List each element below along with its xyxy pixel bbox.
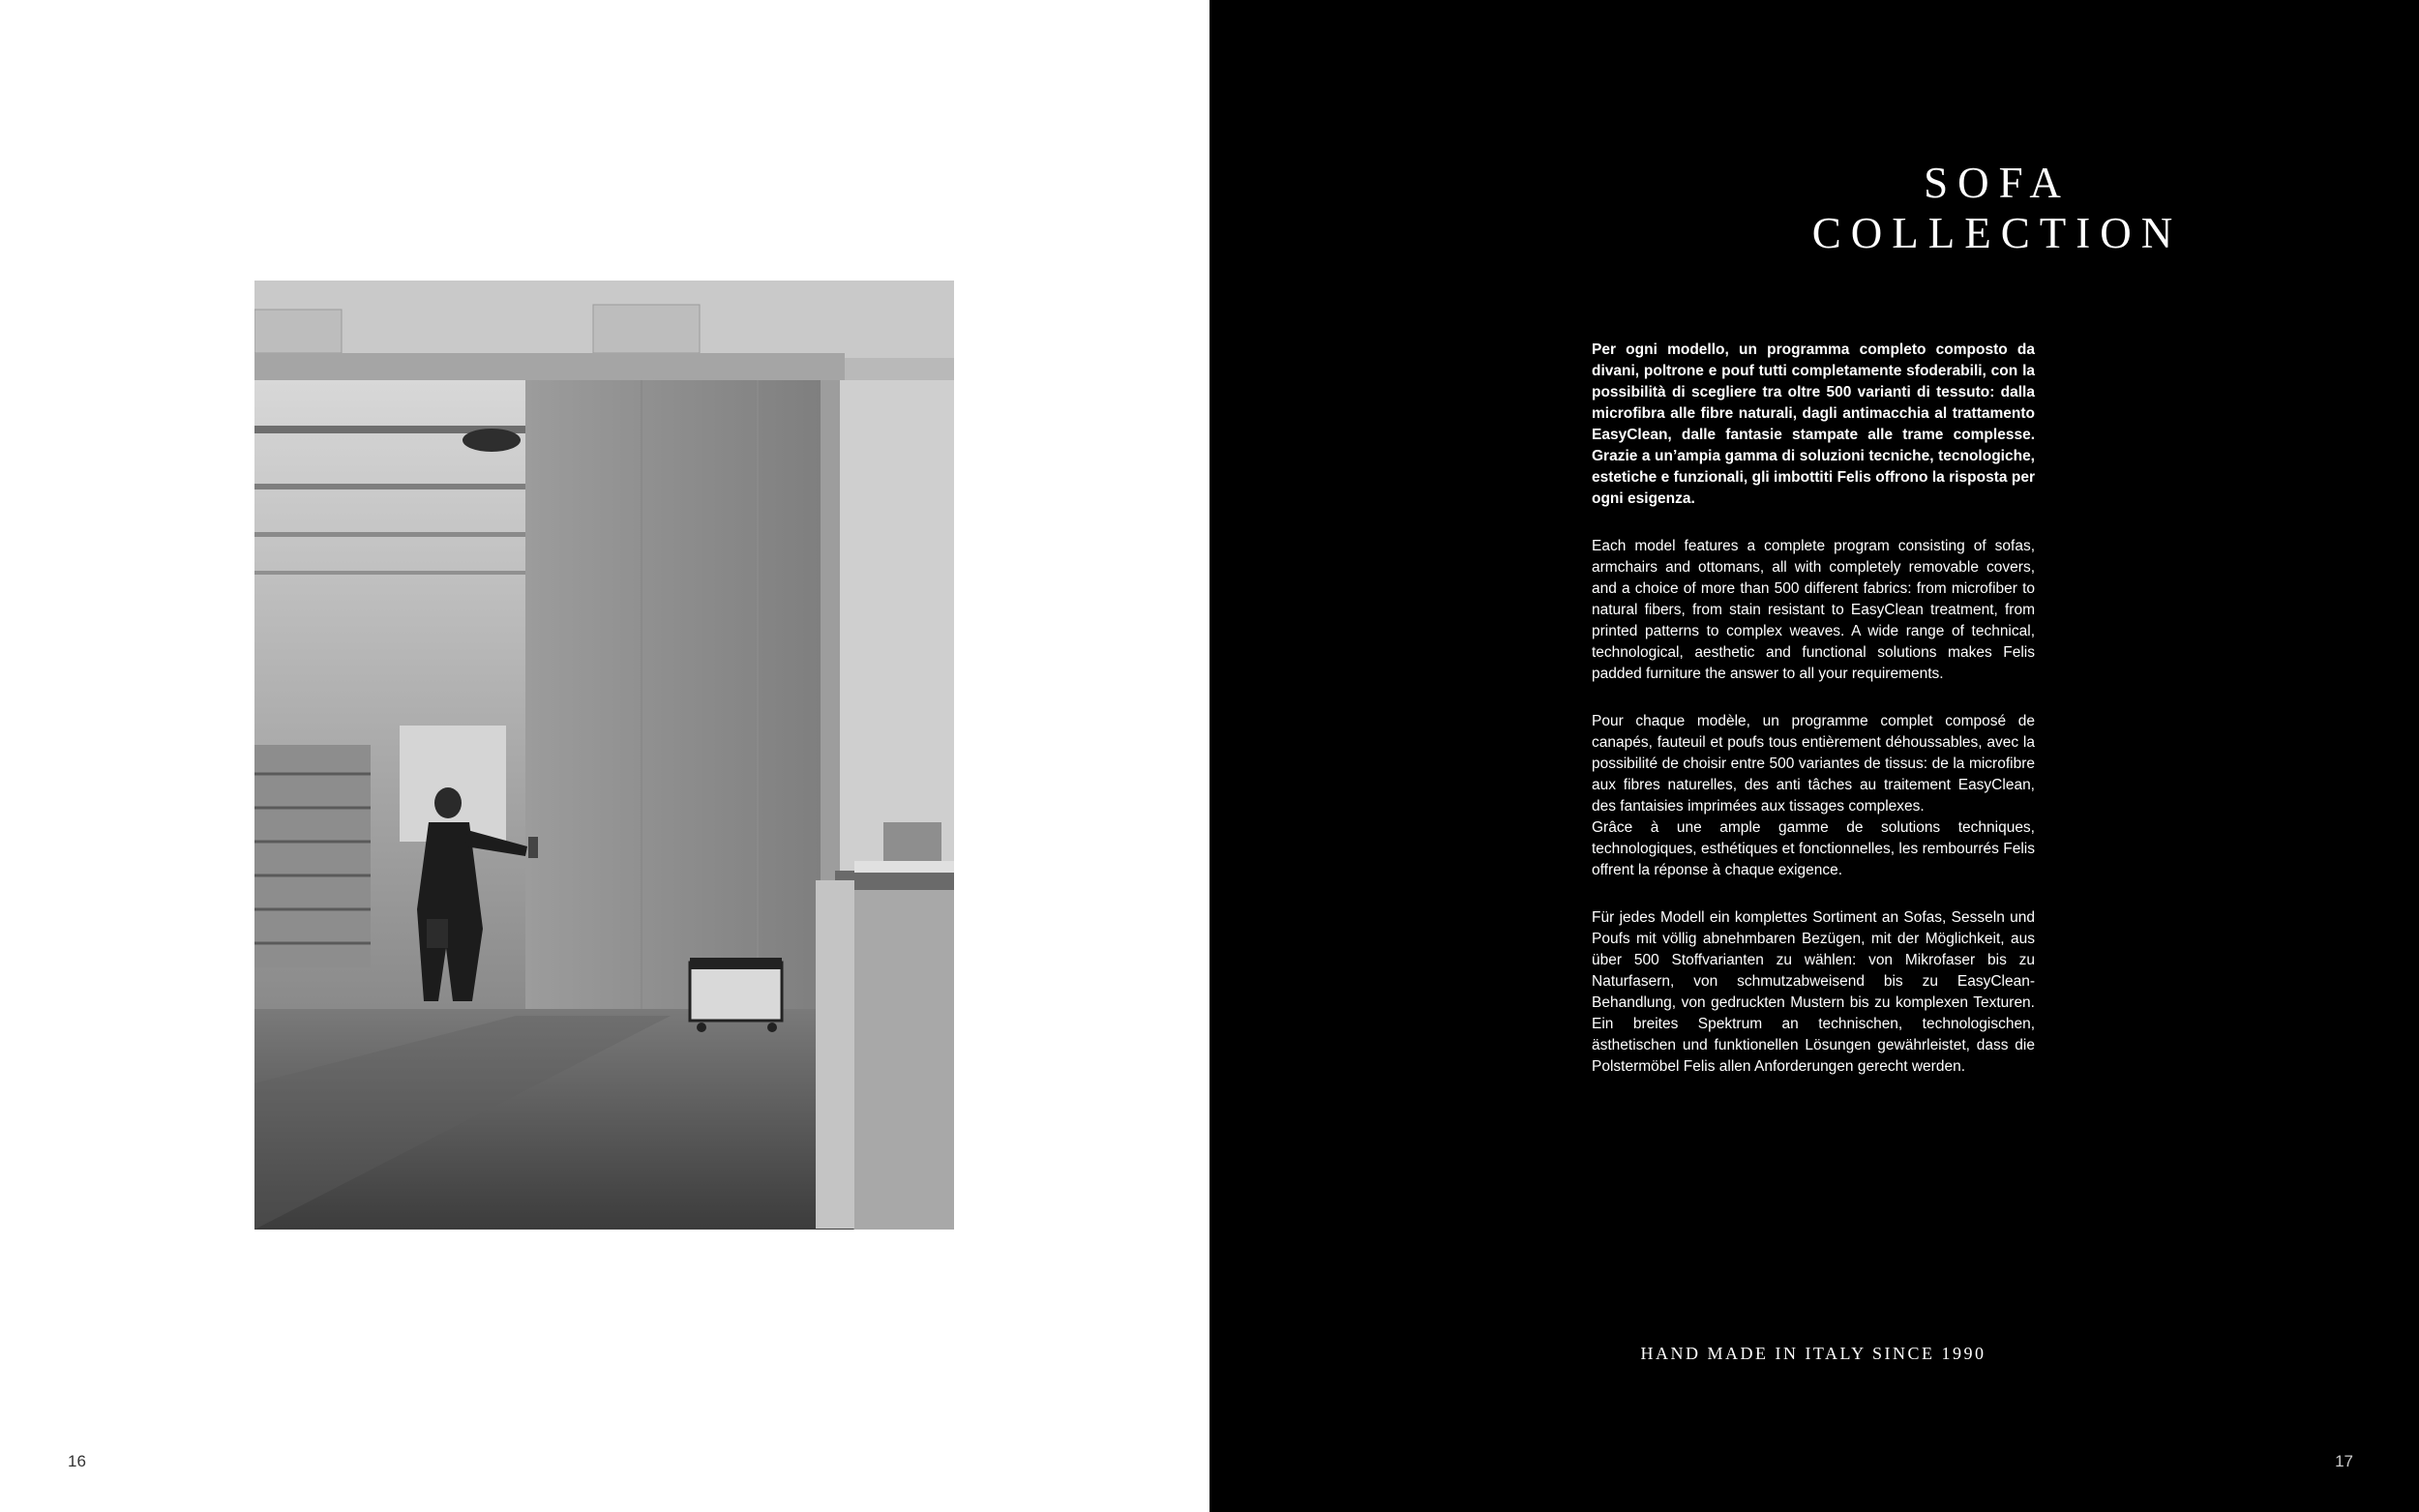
collection-title <box>1210 158 2419 258</box>
description-column <box>1592 340 2035 1104</box>
paragraph-french <box>1592 711 2035 881</box>
paragraph-italian: Per ogni modello, un programma completo composto da divani, poltrone e pouf tutti completamente sfoderabili, con la possibilità di scegliere tra oltre 500 varianti di tessuto: dalla microfibra alle fibre naturali, dagli antimacchia al trattamento EasyClean, dalle fantasie stampate alle trame complesse. Grazie a un’ampia gamma di soluzioni tecniche, tecnologiche, estetiche e funzionali, gli imbottiti Felis offrono la risposta per ogni esigenza. <box>1592 341 2035 507</box>
factory-photo-illustration <box>254 281 954 1230</box>
page-number-left: 16 <box>68 1452 86 1470</box>
paragraph-english: Each model features a complete program consisting of sofas, armchairs and ottomans, all with completely removable covers, and a choice of more than 500 different fabrics: from microfiber to natural fibers, from stain resistant to EasyClean treatment, from printed patterns to complex weaves. A wide range of technical, technological, aesthetic and functional solutions makes Felis padded furniture the answer to all your requirements. <box>1592 538 2035 682</box>
right-page <box>1210 0 2419 1512</box>
factory-photo <box>254 281 954 1230</box>
paragraph-german: Für jedes Modell ein komplettes Sortiment an Sofas, Sesseln und Poufs mit völlig abnehmbaren Bezügen, mit der Möglichkeit, aus über 500 Stoffvarianten zu wählen: von Mikrofaser bis zu Naturfasern, von schmutzabweisend bis zu EasyClean-Behandlung, von gedruckten Mustern bis zu komplexen Texturen. Ein breites Spektrum an technischen, technologischen, ästhetischen und funktionellen Lösungen gewährleistet, dass die Polstermöbel Felis allen Anforderungen gerecht werden. <box>1592 909 2035 1075</box>
paragraph-french-part-1: Pour chaque modèle, un programme complet composé de canapés, fauteuil et poufs tous entièrement déhoussables, avec la possibilité de choisir entre 500 variantes de tissus: de la microfibre aux fibres naturelles, des anti tâches au traitement EasyClean, des fantaisies imprimées aux tissages complexes. <box>1592 713 2035 815</box>
collection-title-text: SOFA COLLECTION <box>1811 159 2183 257</box>
paragraph-french-part-2: Grâce à une ample gamme de solutions techniques, technologiques, esthétiques et fonctionnelles, les rembourrés Felis offrent la réponse à chaque exigence. <box>1592 819 2035 878</box>
page-number-right: 17 <box>2335 1452 2353 1470</box>
brand-tagline: HAND MADE IN ITALY SINCE 1990 <box>1640 1344 1986 1363</box>
